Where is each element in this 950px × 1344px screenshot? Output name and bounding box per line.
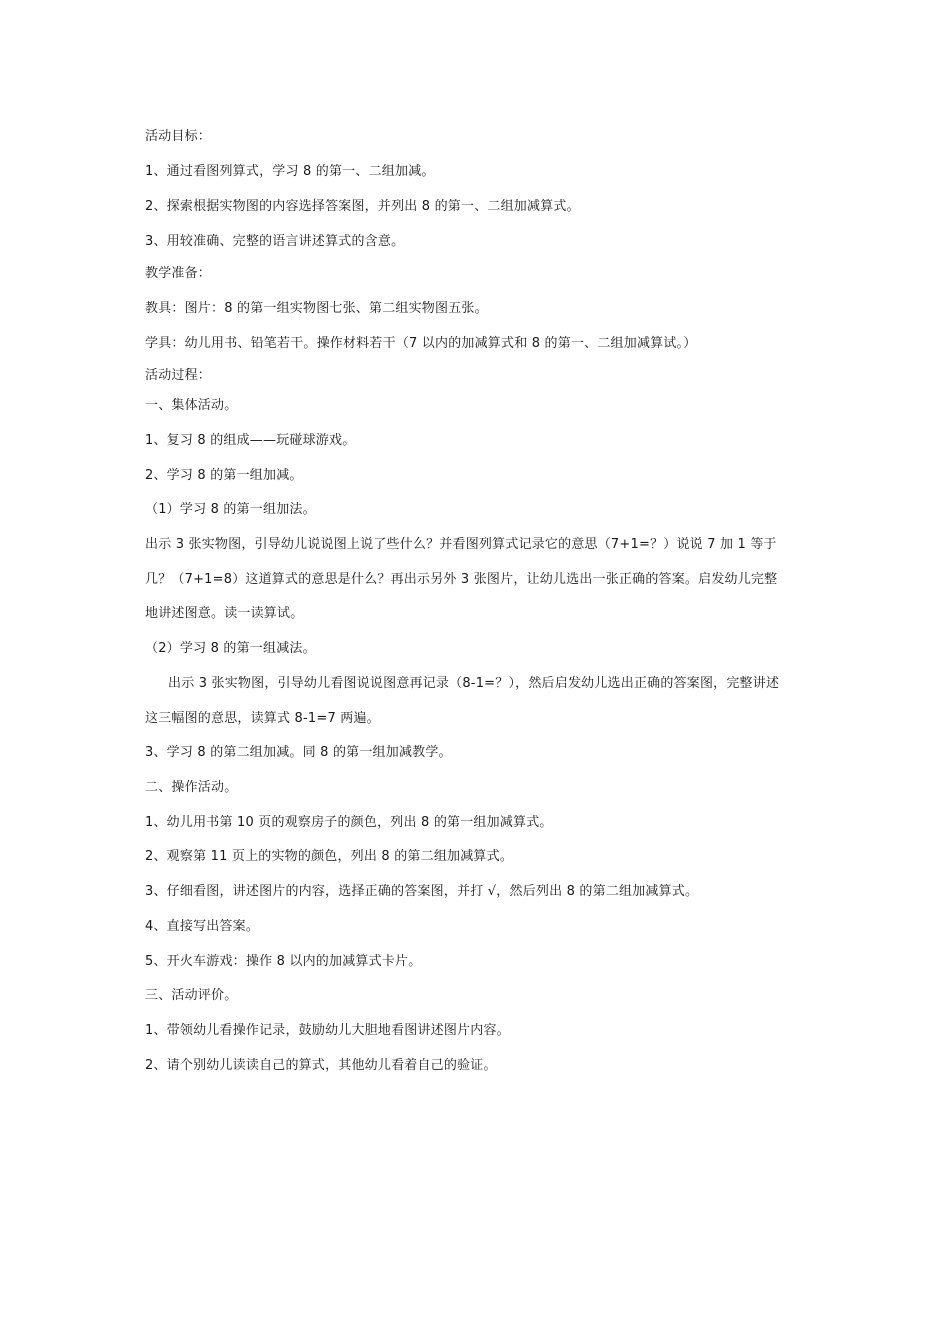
section-hands-on-activity: 二、操作活动。 bbox=[145, 780, 238, 795]
sub-item-subtraction: （2）学习 8 的第一组减法。 bbox=[145, 641, 316, 656]
process-item-3: 3、学习 8 的第二组加减。同 8 的第一组加减教学。 bbox=[145, 745, 452, 760]
paragraph-subtraction-line-1: 出示 3 张实物图，引导幼儿看图说说图意再记录（8-1=？），然后启发幼儿选出正确的答案图，完整讲述 bbox=[168, 676, 780, 691]
goal-item-3: 3、用较准确、完整的语言讲述算式的含意。 bbox=[145, 234, 405, 249]
paragraph-addition-line-2: 几？（7+1=8）这道算式的意思是什么？再出示另外 3 张图片，让幼儿选出一张正确的答案。启发幼儿完整 bbox=[145, 572, 778, 587]
heading-activity-goals: 活动目标： bbox=[145, 129, 212, 144]
prep-teaching-aids: 教具：图片：8 的第一组实物图七张、第二组实物图五张。 bbox=[145, 301, 488, 316]
hands-on-item-4: 4、直接写出答案。 bbox=[145, 919, 260, 934]
paragraph-subtraction-line-2: 这三幅图的意思，读算式 8-1=7 两遍。 bbox=[145, 711, 380, 726]
hands-on-item-1: 1、幼儿用书第 10 页的观察房子的颜色，列出 8 的第一组加减算式。 bbox=[145, 815, 553, 830]
goal-item-2: 2、探索根据实物图的内容选择答案图，并列出 8 的第一、二组加减算式。 bbox=[145, 199, 580, 214]
hands-on-item-5: 5、开火车游戏：操作 8 以内的加减算式卡片。 bbox=[145, 954, 422, 969]
hands-on-item-3: 3、仔细看图，讲述图片的内容，选择正确的答案图，并打 √，然后列出 8 的第二组加减算式。 bbox=[145, 884, 699, 899]
heading-teaching-prep: 教学准备： bbox=[145, 266, 212, 281]
prep-learning-aids: 学具：幼儿用书、铅笔若干。操作材料若干（7 以内的加减算式和 8 的第一、二组加减算试。） bbox=[145, 336, 697, 351]
process-item-2: 2、学习 8 的第一组加减。 bbox=[145, 468, 303, 483]
sub-item-addition: （1）学习 8 的第一组加法。 bbox=[145, 502, 316, 517]
hands-on-item-2: 2、观察第 11 页上的实物的颜色，列出 8 的第二组加减算式。 bbox=[145, 849, 514, 864]
evaluation-item-2: 2、请个别幼儿读读自己的算式，其他幼儿看着自己的验证。 bbox=[145, 1058, 497, 1073]
evaluation-item-1: 1、带领幼儿看操作记录，鼓励幼儿大胆地看图讲述图片内容。 bbox=[145, 1023, 510, 1038]
section-group-activity: 一、集体活动。 bbox=[145, 398, 238, 413]
goal-item-1: 1、通过看图列算式，学习 8 的第一、二组加减。 bbox=[145, 164, 435, 179]
paragraph-addition-line-1: 出示 3 张实物图，引导幼儿说说图上说了些什么？并看图列算式记录它的意思（7+1=？）说说 7 加 1 等于 bbox=[145, 537, 777, 552]
paragraph-addition-line-3: 地讲述图意。读一读算试。 bbox=[145, 606, 304, 621]
section-activity-evaluation: 三、活动评价。 bbox=[145, 988, 238, 1003]
process-item-1: 1、复习 8 的组成——玩碰球游戏。 bbox=[145, 433, 356, 448]
heading-activity-process: 活动过程： bbox=[145, 368, 212, 383]
